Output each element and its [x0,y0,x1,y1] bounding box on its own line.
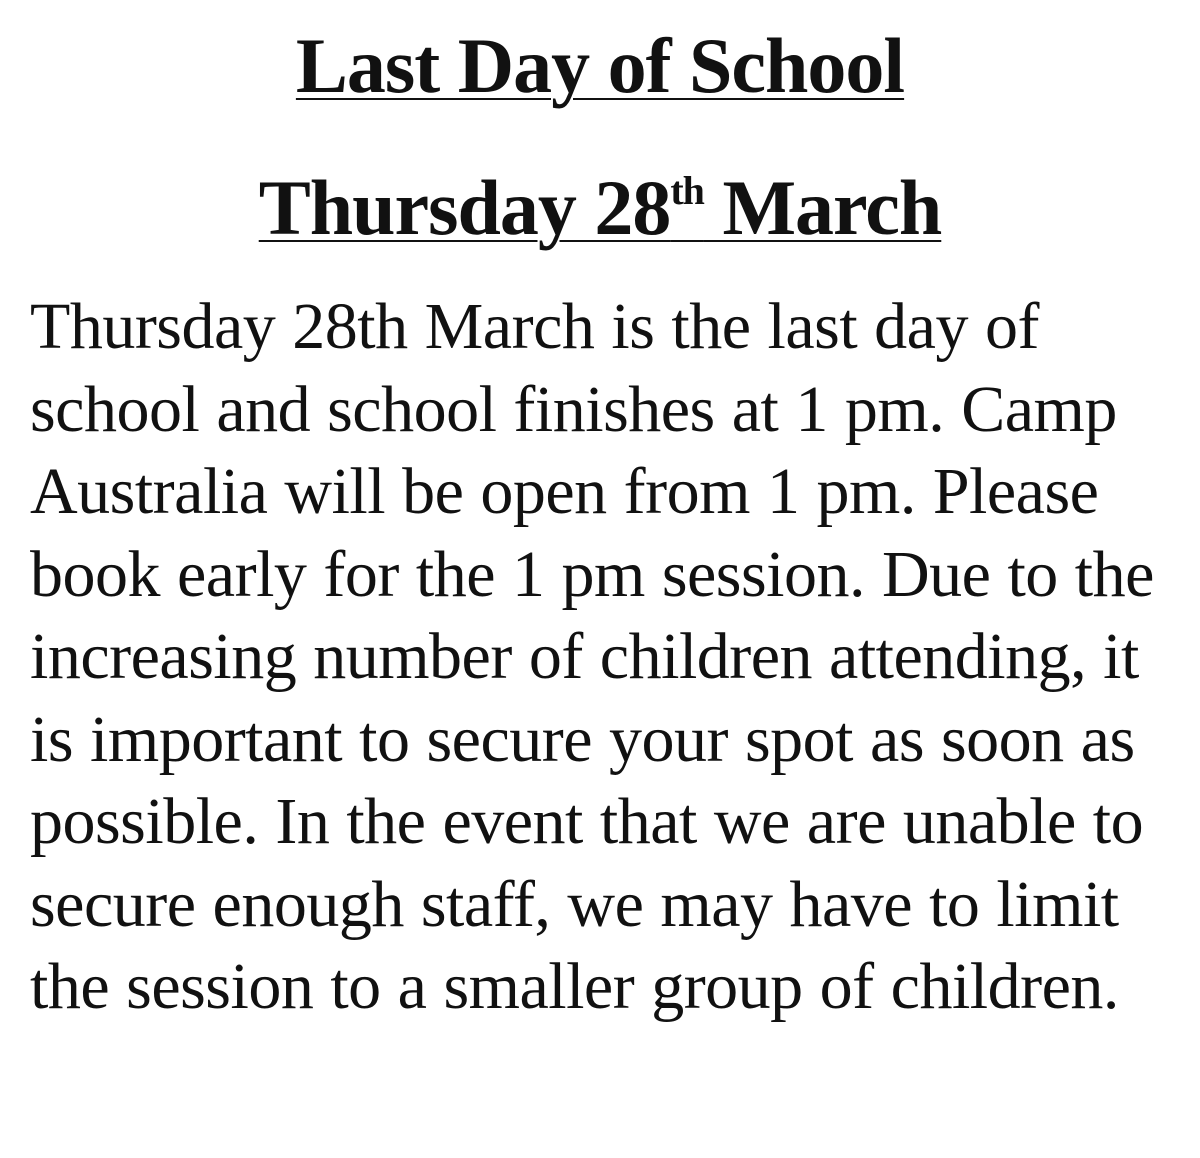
notice-title: Last Day of School [295,22,905,109]
date-day: Thursday 28 [258,164,671,251]
notice-body-paragraph: Thursday 28th March is the last day of school and school finishes at 1 pm. Camp Australia will be open from 1 pm. Please book early for the 1 pm session. Due to the increasing number of children attending, it is important to secure your spot as soon as possible. In the event that we are unable to secure enough staff, we may have to limit the session to a smaller group of children. [30,290,1154,1023]
notice-date-heading [30,164,1170,252]
date-month: March [703,164,942,251]
date-ordinal-suffix: th [670,168,704,213]
